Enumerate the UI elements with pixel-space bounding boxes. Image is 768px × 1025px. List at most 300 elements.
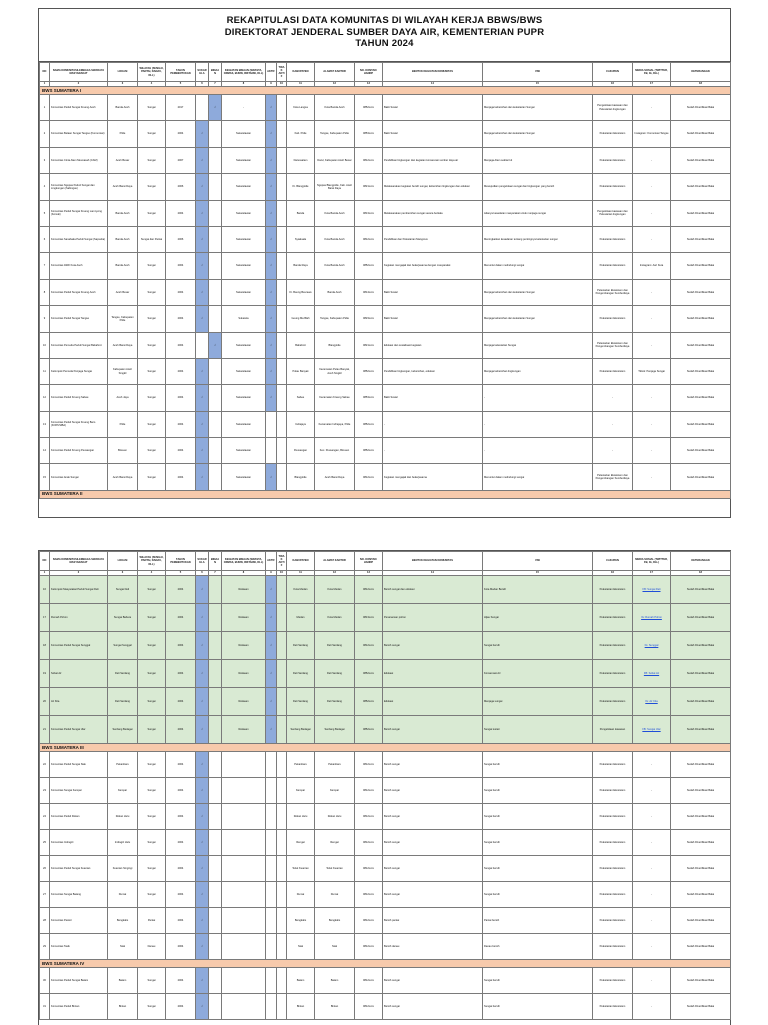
phone: 0853xxxx xyxy=(355,121,383,147)
voluntary-mark: √ xyxy=(196,121,209,147)
table-body-sumatera-2 xyxy=(40,576,731,744)
header-address: ALAMAT KANTOR xyxy=(315,63,355,82)
region-row xyxy=(40,87,731,95)
header-notes: KETERANGAN xyxy=(671,63,731,82)
assisted-mark xyxy=(209,908,222,934)
address: Kampar xyxy=(315,778,355,804)
inactive-mark xyxy=(277,226,287,252)
address: Kota Banda Aceh xyxy=(315,253,355,279)
header-year: TAHUN PEMBENTUKAN xyxy=(166,552,196,571)
header-activity: KEGIATAN BINAAN (SWASTA, ORMAS, BUMN, INSTANSI, DLL) xyxy=(222,63,266,82)
column-number: 18 xyxy=(671,82,731,87)
assisted-mark xyxy=(209,660,222,688)
assisted-mark xyxy=(209,358,222,384)
table-row xyxy=(40,147,731,173)
header-assisted: BINAAN xyxy=(209,63,222,82)
social-media: - xyxy=(633,174,671,200)
column-number: 3 xyxy=(108,82,138,87)
row-number: 8 xyxy=(40,279,50,305)
column-number: 8 xyxy=(222,82,266,87)
header-location: LOKASI xyxy=(108,552,138,571)
active-mark: √ xyxy=(266,200,277,226)
assisted-mark xyxy=(209,752,222,778)
activity-form: Edukasi xyxy=(383,660,483,688)
active-mark: √ xyxy=(266,464,277,490)
year-formed: 2004 xyxy=(166,332,196,358)
activity-form: Bakti Sosial xyxy=(383,279,483,305)
row-number: 20 xyxy=(40,688,50,716)
social-media: - xyxy=(633,385,671,411)
assisted-mark xyxy=(209,464,222,490)
column-number: 13 xyxy=(355,82,383,87)
voluntary-mark: √ xyxy=(196,934,209,960)
column-number: 5 xyxy=(166,571,196,576)
row-number: 7 xyxy=(40,253,50,279)
row-number: 25 xyxy=(40,830,50,856)
scope: Pelestarian Ekosistem xyxy=(593,994,633,1020)
notes: Sudah Diverifikasi Balai xyxy=(671,752,731,778)
table-row xyxy=(40,332,731,358)
row-number: 17 xyxy=(40,604,50,632)
active-mark xyxy=(266,830,277,856)
inactive-mark xyxy=(277,200,287,226)
active-mark: √ xyxy=(266,385,277,411)
activity-form: Bersih pantai xyxy=(383,908,483,934)
activity-form: Bakti Sosial xyxy=(383,306,483,332)
table-row xyxy=(40,804,731,830)
row-number: 15 xyxy=(40,464,50,490)
phone: 0853xxxx xyxy=(355,385,383,411)
row-number: 31 xyxy=(40,994,50,1020)
activity-type xyxy=(222,830,266,856)
social-media: IG: Rumah Pohon xyxy=(633,604,671,632)
inactive-mark xyxy=(277,332,287,358)
scope: - xyxy=(593,385,633,411)
district: Kab. Pidie xyxy=(287,121,315,147)
community-name: Komunitas Peduli Sungai Krueng Lamnyong (Komali) xyxy=(50,200,108,226)
active-mark xyxy=(266,968,277,994)
assisted-mark xyxy=(209,253,222,279)
vision: Sungai bersih xyxy=(483,804,593,830)
address: Aceh Barat Daya xyxy=(315,464,355,490)
header-scope: CAKUPAN xyxy=(593,552,633,571)
assisted-mark: √ xyxy=(209,332,222,358)
activity-type: Sukarelawan xyxy=(222,200,266,226)
voluntary-mark: √ xyxy=(196,385,209,411)
active-mark xyxy=(266,438,277,464)
assisted-mark xyxy=(209,226,222,252)
vision: Kota Medan Bersih xyxy=(483,576,593,604)
year-formed: 2004 xyxy=(166,968,196,994)
community-name: Komunitas Anak Sungai xyxy=(50,464,108,490)
location: Tangse, Kabupaten Pidie xyxy=(108,306,138,332)
row-number: 16 xyxy=(40,576,50,604)
table-row xyxy=(40,830,731,856)
community-name: Kelompok Masyarakat Peduli Sungai Deli xyxy=(50,576,108,604)
row-number: 18 xyxy=(40,632,50,660)
community-name: Komunitas Peduli Krueng Sabee xyxy=(50,385,108,411)
assisted-mark: √ xyxy=(209,95,222,121)
table-row xyxy=(40,604,731,632)
year-formed: 2004 xyxy=(166,411,196,437)
activity-form: Bakti Sosial xyxy=(383,95,483,121)
header-notes: KETERANGAN xyxy=(671,552,731,571)
vision: Sungai bersih xyxy=(483,968,593,994)
vision: Sungai bersih xyxy=(483,752,593,778)
location: Banda Aceh xyxy=(108,253,138,279)
phone: 0852xxxx xyxy=(355,716,383,744)
vision: Mewujudkan pengelolaan sungai dan lingkungan yang bersih xyxy=(483,174,593,200)
title-line-1: REKAPITULASI DATA KOMUNITAS DI WILAYAH KERJA BBWS/BWS xyxy=(226,15,543,26)
location: Indragiri Hulu xyxy=(108,830,138,856)
voluntary-mark xyxy=(196,95,209,121)
table-row xyxy=(40,778,731,804)
voluntary-mark: √ xyxy=(196,253,209,279)
location: Aceh Barat Daya xyxy=(108,174,138,200)
row-number: 5 xyxy=(40,200,50,226)
vision: Menjaga sungai xyxy=(483,688,593,716)
phone: 0813xxxx xyxy=(355,200,383,226)
table-row xyxy=(40,882,731,908)
activity-form: Bersih sungai xyxy=(383,778,483,804)
header-district: KABUPATEN xyxy=(287,63,315,82)
voluntary-mark: √ xyxy=(196,411,209,437)
notes: Sudah Diverifikasi Balai xyxy=(671,804,731,830)
region-label: BWS SUMATERA I xyxy=(40,87,731,95)
region-label: BWS SUMATERA IV xyxy=(40,960,731,968)
column-number: 13 xyxy=(355,571,383,576)
year-formed: 2004 xyxy=(166,804,196,830)
activity-type xyxy=(222,908,266,934)
vision: - xyxy=(483,385,593,411)
vision: Menjaga kebersihan dan kelestarian Sungai xyxy=(483,121,593,147)
activity-type: Sukarelawan xyxy=(222,438,266,464)
activity-form: Bersih sungai xyxy=(383,752,483,778)
voluntary-mark: √ xyxy=(196,660,209,688)
row-number: 29 xyxy=(40,934,50,960)
address: Siak xyxy=(315,934,355,960)
address: Kota Banda Aceh xyxy=(315,200,355,226)
district: Kt. Bueng Beurawe xyxy=(287,279,315,305)
assisted-mark xyxy=(209,934,222,960)
social-media: - xyxy=(633,830,671,856)
header-social-media: MEDIA SOSIAL (TWITTER, FB, IG, DLL) xyxy=(633,63,671,82)
social-media: FB: Sungai Ular xyxy=(633,716,671,744)
scope: Pelestarian Ekosistem xyxy=(593,934,633,960)
inactive-mark xyxy=(277,121,287,147)
table-row xyxy=(40,121,731,147)
activity-type: Sukarelawan xyxy=(222,464,266,490)
phone: 0823xxxx xyxy=(355,306,383,332)
scope: Pelestarian Ekosistem xyxy=(593,830,633,856)
area-type: Sungai xyxy=(138,253,166,279)
voluntary-mark: √ xyxy=(196,994,209,1020)
scope: Pelestarian Ekosistem xyxy=(593,632,633,660)
year-formed: 2004 xyxy=(166,716,196,744)
assisted-mark xyxy=(209,968,222,994)
address: Kota Medan xyxy=(315,576,355,604)
notes: Sudah Diverifikasi Balai xyxy=(671,306,731,332)
inactive-mark xyxy=(277,804,287,830)
area-type: Sungai xyxy=(138,200,166,226)
year-formed: 2004 xyxy=(166,306,196,332)
address: Rengat xyxy=(315,830,355,856)
row-number: 11 xyxy=(40,358,50,384)
phone: 0812xxxx xyxy=(355,882,383,908)
year-formed: 2004 xyxy=(166,632,196,660)
inactive-mark xyxy=(277,882,287,908)
location: Pekanbaru xyxy=(108,752,138,778)
notes: Sudah Diverifikasi Balai xyxy=(671,332,731,358)
header-inactive: TIDAK AKTIF xyxy=(277,63,287,82)
community-name: Komunitas Peduli Sungai Ular xyxy=(50,716,108,744)
social-media: - xyxy=(633,968,671,994)
location: Sungai Babura xyxy=(108,604,138,632)
assisted-mark xyxy=(209,279,222,305)
phone: 0812xxxx xyxy=(355,576,383,604)
active-mark: √ xyxy=(266,226,277,252)
phone: 0813xxxx xyxy=(355,604,383,632)
address: Kec. Peusangan, Bireuen xyxy=(315,438,355,464)
phone: 0812xxxx xyxy=(355,968,383,994)
region-row xyxy=(40,490,731,498)
column-number: 16 xyxy=(593,82,633,87)
location: Bengkalis xyxy=(108,908,138,934)
inactive-mark xyxy=(277,752,287,778)
header-no: NO xyxy=(40,63,50,82)
location: Deli Serdang xyxy=(108,688,138,716)
activity-form: Bersih sungai xyxy=(383,856,483,882)
address: Bengkalis xyxy=(315,908,355,934)
inactive-mark xyxy=(277,778,287,804)
address: Banda Aceh xyxy=(315,279,355,305)
district: Serdang Bedagai xyxy=(287,716,315,744)
inactive-mark xyxy=(277,660,287,688)
active-mark: √ xyxy=(266,147,277,173)
activity-type: Sukarela xyxy=(222,306,266,332)
table-row xyxy=(40,253,731,279)
phone: 0812xxxx xyxy=(355,147,383,173)
activity-type: - xyxy=(222,95,266,121)
voluntary-mark: √ xyxy=(196,604,209,632)
area-type: Pantai xyxy=(138,908,166,934)
header-active: AKTIF xyxy=(266,552,277,571)
address: Kota Banda Aceh xyxy=(315,95,355,121)
notes: Sudah Diverifikasi Balai xyxy=(671,358,731,384)
voluntary-mark xyxy=(196,332,209,358)
header-row xyxy=(40,63,731,82)
assisted-mark xyxy=(209,576,222,604)
location: Aceh Besar xyxy=(108,279,138,305)
vision: Sungai lestari xyxy=(483,716,593,744)
phone: 0821xxxx xyxy=(355,332,383,358)
header-phone: NO. KONTAK/ HANDP xyxy=(355,63,383,82)
year-formed: 2004 xyxy=(166,279,196,305)
location: Aceh Jaya xyxy=(108,385,138,411)
vision: Sungai bersih xyxy=(483,632,593,660)
community-name: Komunitas Peduli Sungai Krueng Aceh xyxy=(50,279,108,305)
community-name: Komunitas Pemuda Peduli Sungai Babahrot xyxy=(50,332,108,358)
address: Rokan Hulu xyxy=(315,804,355,830)
district: Deli Serdang xyxy=(287,688,315,716)
activity-type: Sukarelawan xyxy=(222,332,266,358)
column-number: 17 xyxy=(633,82,671,87)
vision: - xyxy=(483,438,593,464)
location: Dumai xyxy=(108,882,138,908)
column-number: 17 xyxy=(633,571,671,576)
assisted-mark xyxy=(209,882,222,908)
district: Pekanbaru xyxy=(287,752,315,778)
phone: 0812xxxx xyxy=(355,464,383,490)
area-type: Sungai xyxy=(138,358,166,384)
activity-type: Relawan xyxy=(222,716,266,744)
year-formed: 2004 xyxy=(166,882,196,908)
district: Dumai xyxy=(287,882,315,908)
social-media: - xyxy=(633,226,671,252)
community-name: Kelompok Pemuda Penjaga Sungai xyxy=(50,358,108,384)
scope: Pelestarian Ekosistem xyxy=(593,226,633,252)
social-media: Instagram: Asri Kuta xyxy=(633,253,671,279)
document-page-1 xyxy=(38,8,731,518)
inactive-mark xyxy=(277,411,287,437)
notes: Sudah Diverifikasi Balai xyxy=(671,882,731,908)
header-area: WILAYAH (SUNGAI, PANTAI, DANAU, DLL) xyxy=(138,63,166,82)
active-mark: √ xyxy=(266,688,277,716)
activity-form: Melaksanakan kegiatan bersih sungai, kebersihan lingkungan dan edukasi xyxy=(383,174,483,200)
active-mark xyxy=(266,804,277,830)
area-type: Sungai xyxy=(138,95,166,121)
table-row xyxy=(40,95,731,121)
vision: Adanya kesadaran masyarakat untuk menjaga sungai xyxy=(483,200,593,226)
notes: Sudah Diverifikasi Balai xyxy=(671,385,731,411)
scope: Pelestarian Ekosistem xyxy=(593,604,633,632)
activity-type xyxy=(222,856,266,882)
year-formed: 2007 xyxy=(166,147,196,173)
voluntary-mark: √ xyxy=(196,438,209,464)
notes: Sudah Diverifikasi Balai xyxy=(671,778,731,804)
inactive-mark xyxy=(277,604,287,632)
row-number: 2 xyxy=(40,121,50,147)
voluntary-mark: √ xyxy=(196,279,209,305)
district: Kampar xyxy=(287,778,315,804)
activity-form: Bersih sungai xyxy=(383,804,483,830)
year-formed: 2017 xyxy=(166,95,196,121)
voluntary-mark: √ xyxy=(196,306,209,332)
year-formed: 2004 xyxy=(166,576,196,604)
activity-form: Bakti Sosial xyxy=(383,385,483,411)
address: Batam xyxy=(315,968,355,994)
vision: Konservasi Air xyxy=(483,660,593,688)
table-row xyxy=(40,716,731,744)
table-row xyxy=(40,226,731,252)
header-voluntary: SUKARELA xyxy=(196,63,209,82)
table-row xyxy=(40,968,731,994)
area-type: Sungai xyxy=(138,830,166,856)
column-number: 14 xyxy=(383,571,483,576)
column-number: 15 xyxy=(483,82,593,87)
activity-form: Pendidikan lingkungan dan kegiatan konservasi sumber daya air xyxy=(383,147,483,173)
district: Siak xyxy=(287,934,315,960)
vision: Menjaga kebersihan lingkungan xyxy=(483,358,593,384)
notes: Sudah Diverifikasi Balai xyxy=(671,994,731,1020)
active-mark xyxy=(266,908,277,934)
activity-form: Bersih sungai xyxy=(383,716,483,744)
inactive-mark xyxy=(277,464,287,490)
community-name: Komunitas Sanabaka Peduli Sungai (Sapsuba) xyxy=(50,226,108,252)
activity-type: Relawan xyxy=(222,604,266,632)
area-type: Sungai xyxy=(138,464,166,490)
notes: Sudah Diverifikasi Balai xyxy=(671,253,731,279)
table-row xyxy=(40,438,731,464)
header-activity: KEGIATAN BINAAN (SWASTA, ORMAS, BUMN, INSTANSI, DLL) xyxy=(222,552,266,571)
location: Bireuen xyxy=(108,438,138,464)
assisted-mark xyxy=(209,121,222,147)
community-name: Komunitas Sungai Kampar xyxy=(50,778,108,804)
scope: Pelestarian Ekosistem xyxy=(593,778,633,804)
header-social-media: MEDIA SOSIAL (TWITTER, FB, IG, DLL) xyxy=(633,552,671,571)
activity-type: Sukarelawan xyxy=(222,121,266,147)
district: Banda xyxy=(287,200,315,226)
activity-form: Kegiatan mengajak dan bekerjasama dengan masyarakat xyxy=(383,253,483,279)
row-number: 4 xyxy=(40,174,50,200)
notes: Sudah Diverifikasi Balai xyxy=(671,438,731,464)
row-number: 12 xyxy=(40,385,50,411)
vision: Menjaga kelestarian Sungai xyxy=(483,332,593,358)
activity-form: Edukasi dan sosialisasi kegiatan xyxy=(383,332,483,358)
year-formed: 2004 xyxy=(166,200,196,226)
assisted-mark xyxy=(209,856,222,882)
address: Kecamatan Pulau Banyak, Aceh Singkil xyxy=(315,358,355,384)
district: Teluk Kuantan xyxy=(287,856,315,882)
table-row xyxy=(40,200,731,226)
district: Bengkalis xyxy=(287,908,315,934)
table-row xyxy=(40,385,731,411)
column-number: 7 xyxy=(209,82,222,87)
header-vision: VISI xyxy=(483,552,593,571)
social-media: - xyxy=(633,882,671,908)
assisted-mark xyxy=(209,200,222,226)
table-row xyxy=(40,411,731,437)
notes: Sudah Diverifikasi Balai xyxy=(671,716,731,744)
activity-form: Bersih sungai xyxy=(383,968,483,994)
vision: Sungai bersih xyxy=(483,994,593,1020)
community-name: Komunitas ASRI Kuta Asoh xyxy=(50,253,108,279)
column-number: 2 xyxy=(50,82,108,87)
community-name: Komunitas Peduli Sungai Krueng Baro (KOPUSIBA) xyxy=(50,411,108,437)
social-media: - xyxy=(633,332,671,358)
district: Deli Serdang xyxy=(287,632,315,660)
header-district: KABUPATEN xyxy=(287,552,315,571)
vision: Meningkatkan kesadaran tentang pentingnya kelestarian sungai xyxy=(483,226,593,252)
voluntary-mark: √ xyxy=(196,856,209,882)
row-number: 10 xyxy=(40,332,50,358)
area-type: Sungai xyxy=(138,882,166,908)
community-name: Air Kita xyxy=(50,688,108,716)
activity-type xyxy=(222,804,266,830)
address: Kecamatan Krueng Sabee xyxy=(315,385,355,411)
table-row xyxy=(40,174,731,200)
voluntary-mark: √ xyxy=(196,147,209,173)
year-formed: 2004 xyxy=(166,121,196,147)
year-formed: 2004 xyxy=(166,688,196,716)
social-media: - xyxy=(633,279,671,305)
area-type: Sungai xyxy=(138,332,166,358)
assisted-mark xyxy=(209,438,222,464)
district: Deli Serdang xyxy=(287,660,315,688)
social-media: - xyxy=(633,200,671,226)
activity-form: - xyxy=(383,438,483,464)
activity-form: Bakti Sosial xyxy=(383,121,483,147)
